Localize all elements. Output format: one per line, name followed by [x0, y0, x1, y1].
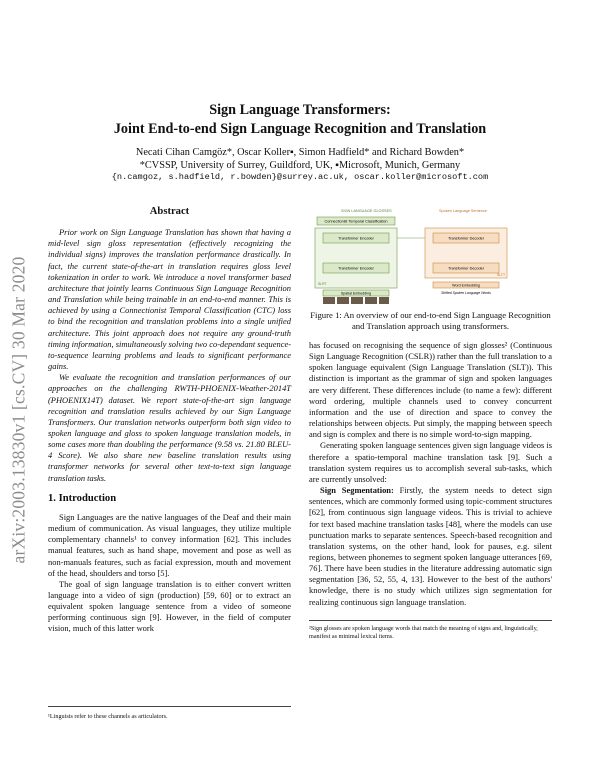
right-column [309, 340, 552, 608]
intro-paragraph-2: The goal of sign language translation is to either convert written language into a video of sign (production) [59, 60] or to extract an equivalent spoken language sentence from a video of someone performing continuous sign [9]. However, in the field of computer vision, much of this latter work [48, 578, 291, 634]
abstract-paragraph-1: Prior work on Sign Language Translation has shown that having a mid-level sign gloss representation (effectively recognizing the individual signs) improves the translation performance drastically. In fact, the current state-of-the-art in translation requires gloss level tokenization in order to work. We introduce a novel transformer based architecture that jointly learns Continuous Sign Language Recognition and Translation while being trainable in an end-to-end manner. This is achieved by using a Connectionist Temporal Classification (CTC) loss to bind the recognition and translation problems into a single unified architecture. This joint approach does not require any ground-truth timing information, simultaneously solving two co-dependant sequence-to-sequence learning problems and leads to significant performance gains. [48, 227, 292, 372]
right-paragraph-2: Generating spoken language sentences given sign language videos is therefore a spatio-temporal machine translation task [9]. Such a translation system requires us to accomplish several sub-tasks, which are currently unsolved: [309, 440, 552, 484]
right-paragraph-1: has focused on recognising the sequence of sign glosses² (Continuous Sign Language Recognition (CSLR)) rather than the full translation to a spoken language equivalent (Sign Language Translation (SLT)). This distinction is important as the grammar of sign and spoken languages are very different. These differences include (to name a few): different word ordering, multiple channels used to convey concurrent information and the use of direction and space to convey the relationships between objects. Put simply, the mapping between speech and sign is complex and there is no simple word-to-sign mapping. [309, 340, 552, 440]
author-block [0, 146, 600, 172]
fig-top-label: SIGN LANGUAGE GLOSSES [341, 209, 392, 213]
abstract-paragraph-2: We evaluate the recognition and translation performances of our approaches on the challenging RWTH-PHOENIX-Weather-2014T (PHOENIX14T) dataset. We report state-of-the-art sign language recognition and translation results achieved by our Sign Language Transformers. Our translation networks outperform both sign video to spoken language and gloss to spoken language translation models, in some cases more than doubling the performance (9.58 vs. 21.80 BLEU-4 Score). We also share new baseline translation results using transformer networks for several other text-to-text sign language translation tasks. [48, 372, 291, 483]
affiliations: *CVSSP, University of Surrey, Guildford, UK, ▪Microsoft, Munich, Germany [139, 160, 461, 171]
abstract-heading: Abstract [149, 206, 190, 217]
abstract [48, 227, 291, 484]
sign-segmentation-heading: Sign Segmentation: [320, 485, 394, 496]
word-embedding-label: Word Embedding [452, 283, 480, 288]
right-paragraph-3 [309, 485, 552, 608]
sltt-label: SLTT [497, 273, 506, 277]
footnote-2: ²Sign glosses are spoken language words that match the meaning of signs and, linguistically, manifest as minimal lexical items. [309, 620, 552, 641]
decoder-label-1: Transformer Decoder [448, 236, 484, 241]
footnote-1: ¹Linguists refer to these channels as articulators. [48, 706, 291, 721]
encoder-label-2: Transformer Encoder [338, 266, 374, 271]
title-line-1: Sign Language Transformers: [209, 102, 391, 118]
emails: {n.camgoz, s.hadfield, r.bowden}@surrey.ac.uk, oscar.koller@microsoft.com [111, 172, 489, 182]
slrt-label: SLRT [318, 282, 327, 286]
decoder-label-2: Transformer Decoder [448, 266, 484, 271]
intro-paragraph-1: Sign Languages are the native languages of the Deaf and their main medium of communication. As visual languages, they utilize multiple complementary channels¹ to convey information [62]. This includes manual features, such as hand shape, movement and pose as well as non-manuals features, such as facial expression, mouth and movement of the head, shoulders and torso [5]. [48, 511, 291, 578]
ctc-label: Connectionist Temporal Classification [324, 219, 388, 224]
title-line-2: Joint End-to-end Sign Language Recognition and Translation [113, 121, 487, 137]
introduction-heading: 1. Introduction [48, 492, 117, 504]
spatial-embedding-label: Spatial Embedding [340, 291, 372, 296]
figure-caption: Figure 1: An overview of our end-to-end Sign Language Recognition and Translation approach using transformers. [310, 310, 551, 331]
authors: Necati Cihan Camgöz*, Oscar Koller▪, Simon Hadfield* and Richard Bowden* [135, 147, 465, 158]
shifted-words-label: Shifted Spoken Language Words [441, 291, 491, 295]
sign-video-frames [323, 297, 389, 304]
sign-segmentation-text: Firstly, the system needs to detect sign sentences, which are commonly formed using topic-comment structures [62], from continuous sign language videos. This is trivial to achieve for text based machine translation tasks [48], where the models can use punctuation marks to separate sentences. Speech-based recognition and translation systems, on the other hand, look for pauses, e.g. silent regions, between phonemes to segment spoken language utterances [69, 76]. There have been studies in the literature addressing automatic sign segmentation [36, 52, 55, 4, 13]. However to the best of the authors' knowledge, there is no study which utilizes sign segmentation for realizing continuous sign language translation. [309, 485, 552, 607]
left-column [48, 206, 291, 635]
fig-spoken-label: Spoken Language Sentence [439, 209, 487, 213]
arxiv-side-label: arXiv:2003.13830v1 [cs.CV] 30 Mar 2020 [8, 256, 29, 564]
encoder-label-1: Transformer Encoder [338, 236, 374, 241]
architecture-figure [309, 208, 552, 304]
paper-title [0, 101, 600, 139]
